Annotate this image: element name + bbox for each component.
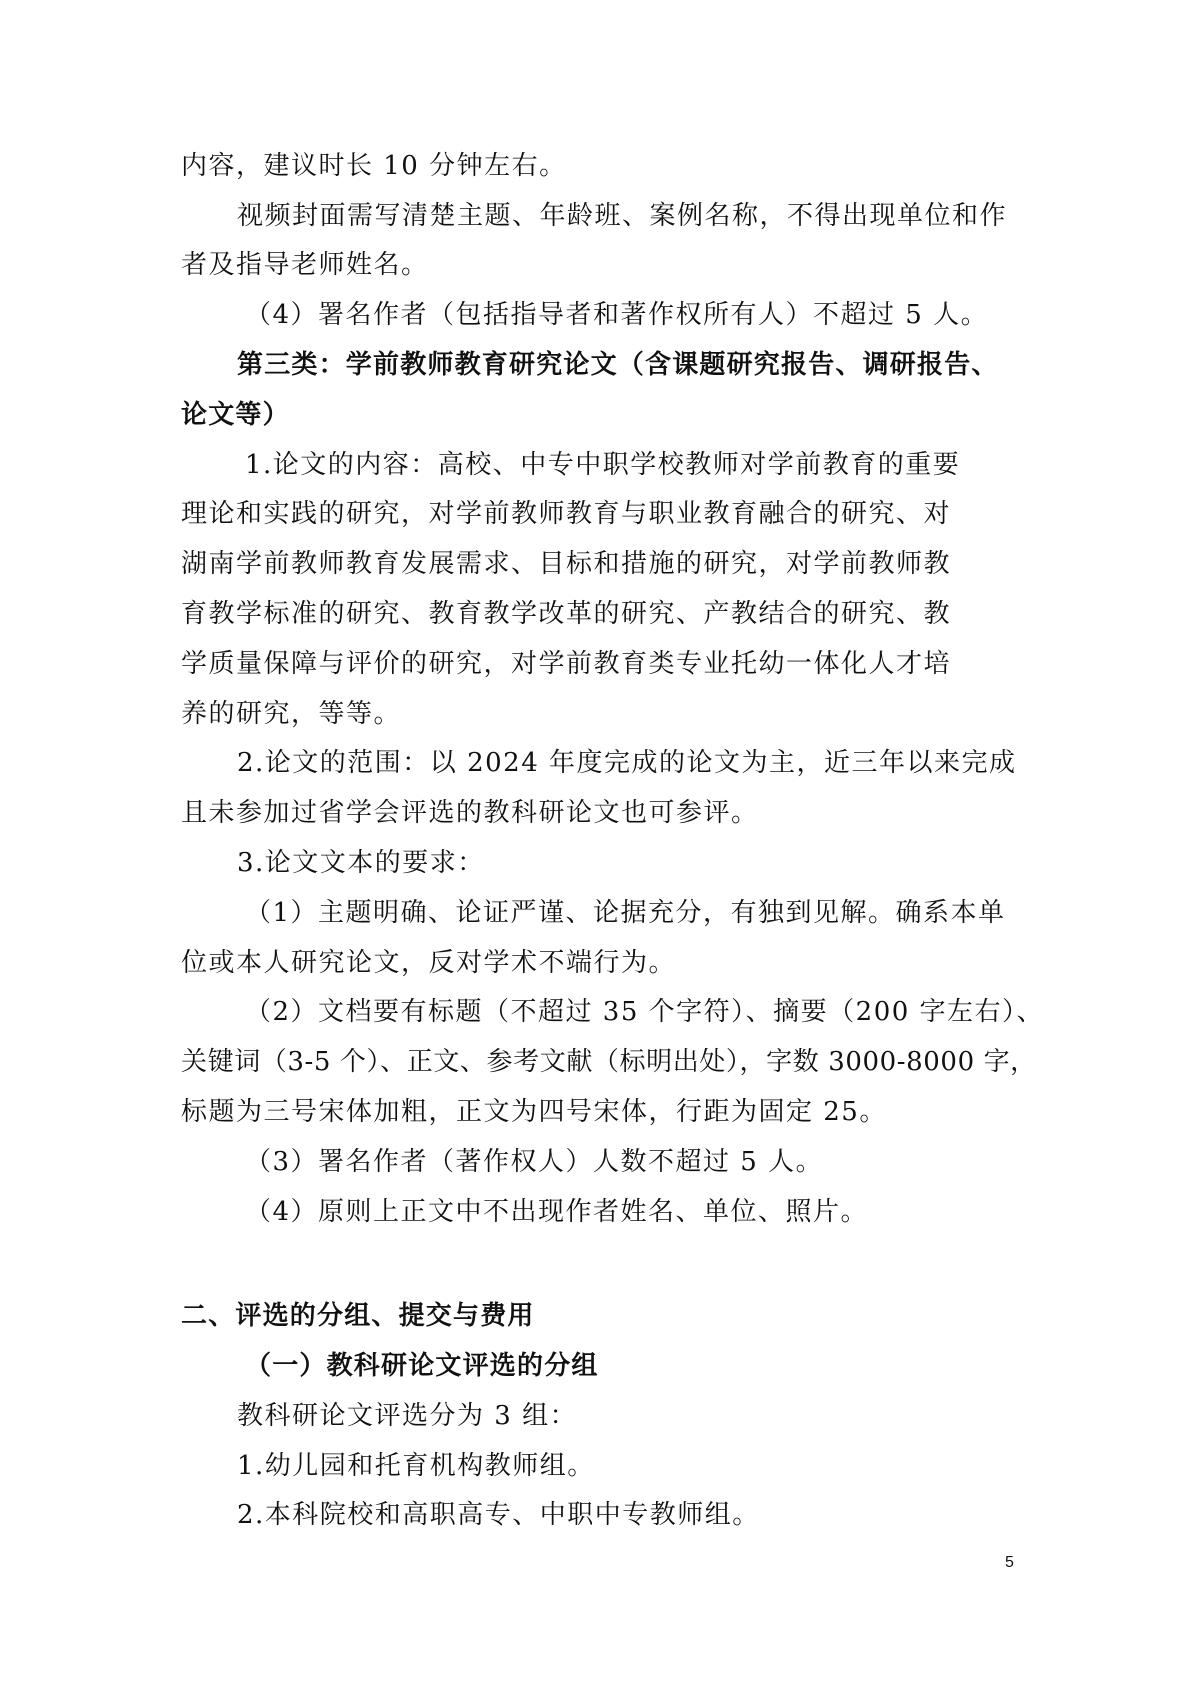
section-heading: 第三类：学前教师教育研究论文（含课题研究报告、调研报告、 — [237, 350, 999, 380]
body-text-line: （4）原则上正文中不出现作者姓名、单位、照片。 — [245, 1197, 869, 1227]
body-text-line: （4）署名作者（包括指导者和著作权所有人）不超过 5 人。 — [245, 300, 989, 330]
body-text-line: 养的研究，等等。 — [181, 699, 402, 729]
body-text-line: 育教学标准的研究、教育教学改革的研究、产教结合的研究、教 — [181, 599, 952, 629]
body-text-line: 标题为三号宋体加粗，正文为四号宋体，行距为固定 25。 — [181, 1097, 887, 1127]
body-text-line: （3）署名作者（著作权人）人数不超过 5 人。 — [245, 1147, 824, 1177]
subsection-heading: （一）教科研论文评选的分组 — [245, 1351, 599, 1381]
body-text-line: （1）主题明确、论证严谨、论据充分，有独到见解。确系本单 — [245, 898, 1006, 928]
body-text-line: 3.论文文本的要求： — [237, 848, 485, 878]
body-text-line: 内容，建议时长 10 分钟左右。 — [181, 151, 567, 181]
body-text-line: 湖南学前教师教育发展需求、目标和措施的研究，对学前教师教 — [181, 549, 952, 579]
body-text-line: 1.论文的内容：高校、中专中职学校教师对学前教育的重要 — [245, 450, 961, 480]
section-heading: 二、评选的分组、提交与费用 — [181, 1301, 535, 1331]
body-text-line: 理论和实践的研究，对学前教师教育与职业教育融合的研究、对 — [181, 499, 952, 529]
body-text-line: 教科研论文评选分为 3 组： — [237, 1401, 578, 1431]
body-text-line: 视频封面需写清楚主题、年龄班、案例名称，不得出现单位和作 — [237, 201, 1008, 231]
list-item: 1.幼儿园和托育机构教师组。 — [237, 1451, 595, 1481]
section-heading: 论文等） — [181, 400, 290, 430]
body-text-line: 学质量保障与评价的研究，对学前教育类专业托幼一体化人才培 — [181, 649, 952, 679]
body-text-line: 位或本人研究论文，反对学术不端行为。 — [181, 948, 677, 978]
body-text-line: 关键词（3-5 个）、正文、参考文献（标明出处），字数 3000-8000 字， — [181, 1047, 1037, 1077]
list-item: 2.本科院校和高职高专、中职中专教师组。 — [237, 1500, 760, 1530]
body-text-line: 者及指导老师姓名。 — [181, 250, 429, 280]
page-number: 5 — [1005, 1554, 1014, 1571]
body-text-line: 2.论文的范围：以 2024 年度完成的论文为主，近三年以来完成 — [237, 748, 1017, 778]
body-text-line: （2）文档要有标题（不超过 35 个字符）、摘要（200 字左右）、 — [245, 997, 1045, 1027]
body-text-line: 且未参加过省学会评选的教科研论文也可参评。 — [181, 798, 759, 828]
